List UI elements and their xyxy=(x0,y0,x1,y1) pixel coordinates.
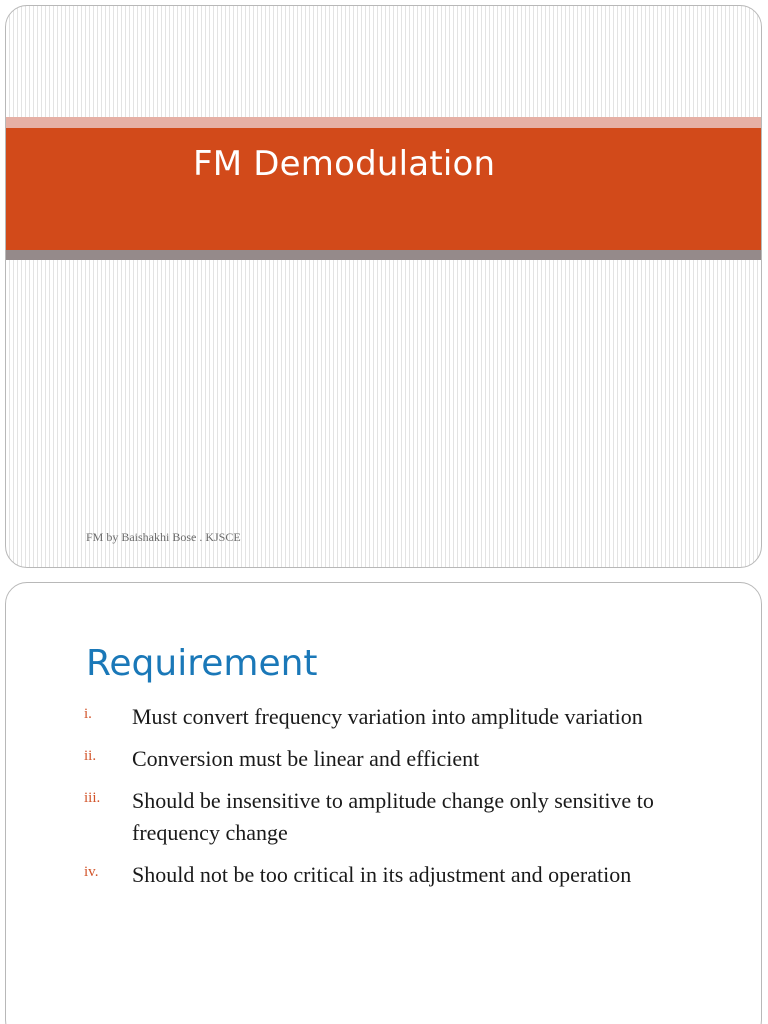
list-item xyxy=(84,859,734,891)
list-item xyxy=(84,701,734,733)
list-marker: ii. xyxy=(84,748,97,764)
section-heading: Requirement xyxy=(86,643,318,684)
title-top-stripe xyxy=(6,117,761,128)
list-item xyxy=(84,785,734,849)
list-marker: iii. xyxy=(84,790,101,806)
requirement-slide xyxy=(5,582,762,1024)
list-item-text: Conversion must be linear and efficient xyxy=(132,746,480,771)
list-marker: i. xyxy=(84,706,92,722)
list-item-text: Should be insensitive to amplitude change only sensitive to frequency change xyxy=(132,788,654,845)
list-item-text: Should not be too critical in its adjustment and operation xyxy=(132,862,632,887)
title-bottom-stripe xyxy=(6,250,761,260)
list-marker: iv. xyxy=(84,864,99,880)
list-item xyxy=(84,743,734,775)
slide-footer: FM by Baishakhi Bose . KJSCE xyxy=(86,530,241,544)
list-item-text: Must convert frequency variation into amplitude variation xyxy=(132,704,643,729)
slide-title: FM Demodulation xyxy=(193,144,496,184)
title-slide xyxy=(5,5,762,568)
requirement-list xyxy=(84,701,734,901)
